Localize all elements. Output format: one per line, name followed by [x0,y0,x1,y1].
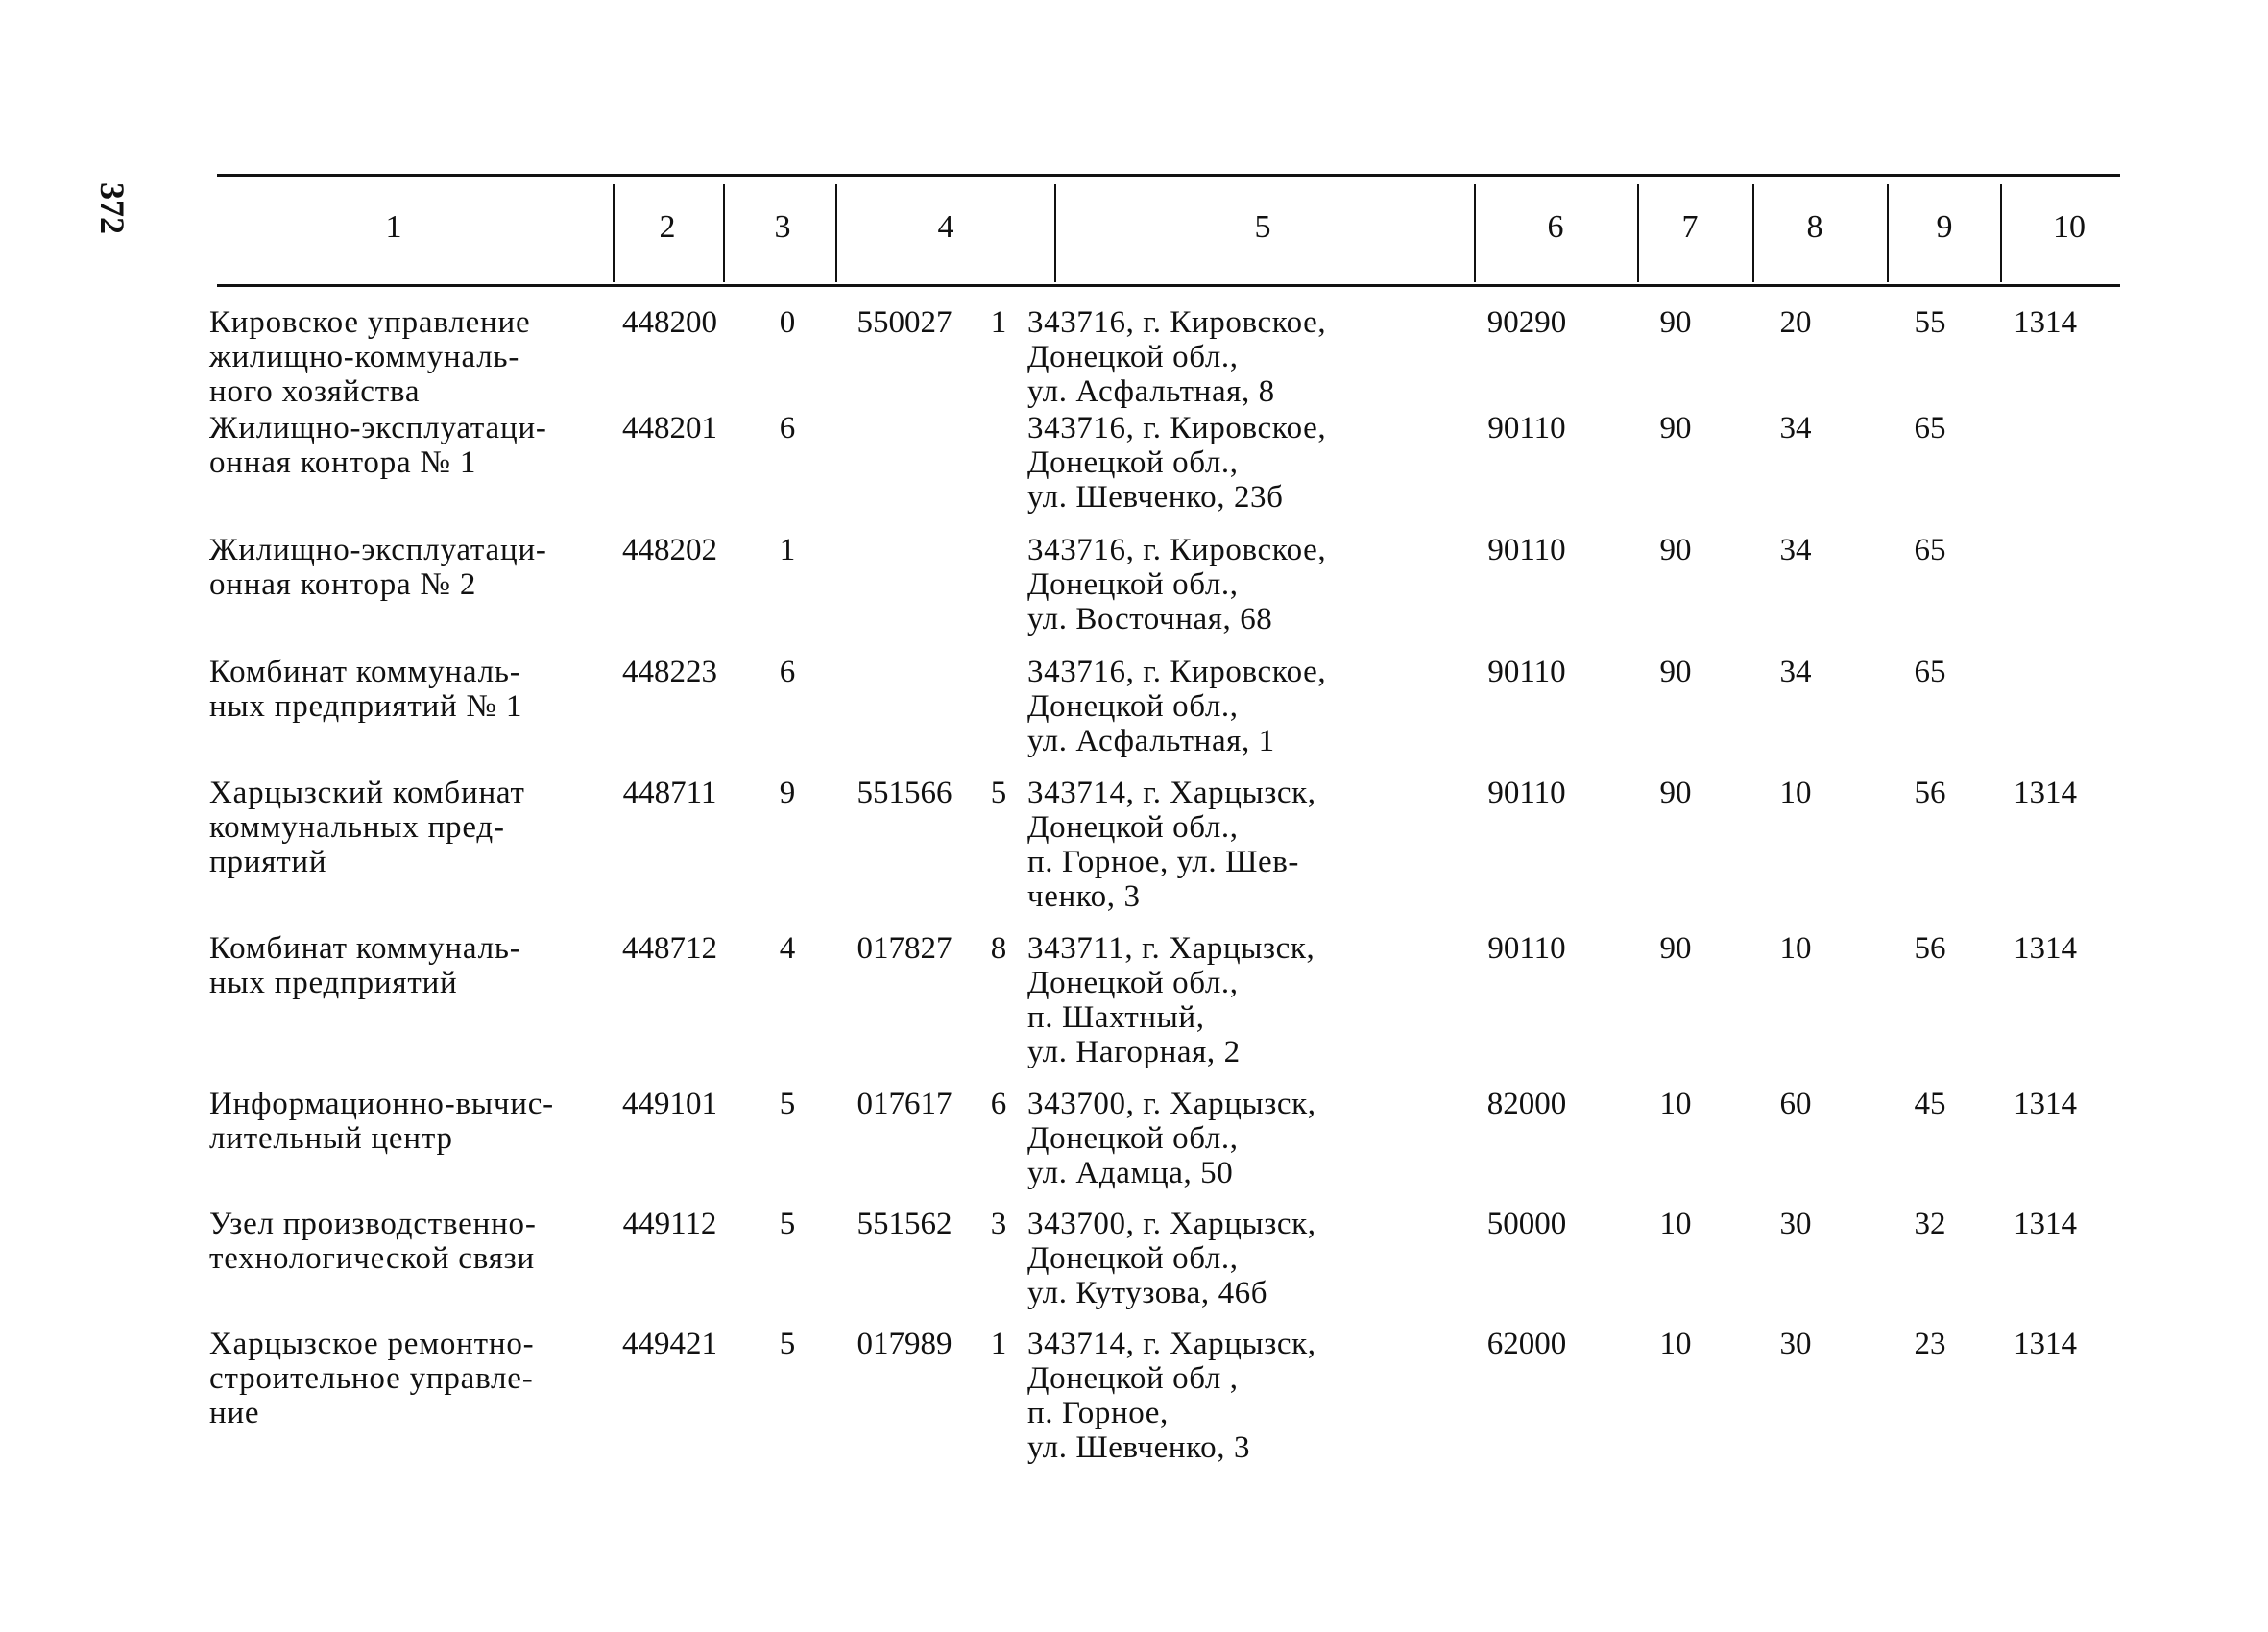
header-cell: 4 [937,209,954,245]
col10-cell: 1314 [2014,1327,2077,1361]
organization-name: Узел производственно- технологической связи [209,1207,537,1276]
col9-cell: 56 [1914,776,1946,810]
col10-cell: 1314 [2014,776,2077,810]
okonh-check-cell: 3 [990,1207,1007,1241]
okonh-check-cell: 8 [990,931,1007,966]
col9-cell: 32 [1914,1207,1946,1241]
okonh-cell: 017827 [857,931,953,966]
col7-cell: 90 [1659,931,1692,966]
col7-cell: 90 [1659,655,1692,689]
okonh-check-cell: 6 [990,1087,1007,1121]
col8-cell: 10 [1779,776,1812,810]
okonh-cell: 550027 [857,305,953,340]
address-cell: 343716, г. Кировское, Донецкой обл., ул. Восточная, 68 [1027,533,1327,636]
header-cell: 7 [1681,209,1699,245]
check-digit-cell: 5 [779,1327,796,1361]
col9-cell: 65 [1914,655,1946,689]
okonh-check-cell: 1 [990,1327,1007,1361]
organization-name: Комбинат коммуналь- ных предприятий [209,931,521,1000]
organization-name: Жилищно-эксплуатаци- онная контора № 2 [209,533,547,602]
col7-cell: 10 [1659,1327,1692,1361]
address-cell: 343716, г. Кировское, Донецкой обл., ул. Шевченко, 23б [1027,411,1327,515]
header-cell: 3 [774,209,791,245]
code-cell: 448223 [622,655,717,689]
organization-name: Кировское управление жилищно-коммуналь- ного хозяйства [209,305,531,409]
col6-cell: 90110 [1487,411,1566,445]
col7-cell: 90 [1659,776,1692,810]
col10-cell: 1314 [2014,1087,2077,1121]
col9-cell: 45 [1914,1087,1946,1121]
okonh-check-cell: 5 [990,776,1007,810]
header-cell: 5 [1254,209,1271,245]
col10-cell: 1314 [2014,931,2077,966]
col10-cell: 1314 [2014,1207,2077,1241]
col9-cell: 65 [1914,411,1946,445]
check-digit-cell: 5 [779,1087,796,1121]
page-number: 372 [93,182,132,234]
organization-name: Информационно-вычис- лительный центр [209,1087,554,1156]
check-digit-cell: 4 [779,931,796,966]
okonh-cell: 017617 [857,1087,953,1121]
header-cell: 2 [659,209,676,245]
table-top-rule [217,174,2120,177]
address-cell: 343714, г. Харцызск, Донецкой обл., п. Горное, ул. Шев- ченко, 3 [1027,776,1316,914]
check-digit-cell: 1 [779,533,796,567]
col6-cell: 90110 [1487,931,1566,966]
header-cell: 6 [1547,209,1564,245]
check-digit-cell: 6 [779,411,796,445]
code-cell: 449112 [622,1207,717,1241]
okonh-cell: 017989 [857,1327,953,1361]
col6-cell: 90110 [1487,533,1566,567]
col7-cell: 10 [1659,1207,1692,1241]
col6-cell: 50000 [1486,1207,1567,1241]
okonh-cell: 551566 [857,776,953,810]
header-separator [1474,184,1476,282]
header-separator [835,184,837,282]
organization-name: Харцызское ремонтно- строительное управле- ние [209,1327,535,1430]
organization-name: Харцызский комбинат коммунальных пред- приятий [209,776,525,879]
code-cell: 448200 [622,305,717,340]
check-digit-cell: 5 [779,1207,796,1241]
header-cell: 8 [1806,209,1823,245]
organization-name: Комбинат коммуналь- ных предприятий № 1 [209,655,523,724]
address-cell: 343716, г. Кировское, Донецкой обл., ул. Асфальтная, 8 [1027,305,1327,409]
col9-cell: 65 [1914,533,1946,567]
address-cell: 343700, г. Харцызск, Донецкой обл., ул. Адамца, 50 [1027,1087,1316,1190]
code-cell: 448201 [622,411,717,445]
col8-cell: 30 [1779,1327,1812,1361]
col9-cell: 23 [1914,1327,1946,1361]
col8-cell: 34 [1779,533,1812,567]
organization-name: Жилищно-эксплуатаци- онная контора № 1 [209,411,547,480]
col8-cell: 34 [1779,411,1812,445]
col6-cell: 90110 [1487,776,1566,810]
okonh-cell: 551562 [857,1207,953,1241]
col8-cell: 60 [1779,1087,1812,1121]
col7-cell: 10 [1659,1087,1692,1121]
header-separator [723,184,725,282]
check-digit-cell: 0 [779,305,796,340]
code-cell: 448711 [622,776,717,810]
col6-cell: 62000 [1486,1327,1567,1361]
header-separator [1887,184,1889,282]
header-cell: 1 [385,209,402,245]
code-cell: 448712 [622,931,717,966]
col7-cell: 90 [1659,411,1692,445]
code-cell: 449101 [622,1087,717,1121]
address-cell: 343716, г. Кировское, Донецкой обл., ул. Асфальтная, 1 [1027,655,1327,758]
col6-cell: 90110 [1487,655,1566,689]
col8-cell: 30 [1779,1207,1812,1241]
header-separator [613,184,615,282]
header-separator [2000,184,2002,282]
code-cell: 449421 [622,1327,717,1361]
col7-cell: 90 [1659,305,1692,340]
okonh-check-cell: 1 [990,305,1007,340]
header-cell: 9 [1936,209,1953,245]
col10-cell: 1314 [2014,305,2077,340]
header-separator [1752,184,1754,282]
col8-cell: 20 [1779,305,1812,340]
header-separator [1637,184,1639,282]
check-digit-cell: 6 [779,655,796,689]
col7-cell: 90 [1659,533,1692,567]
address-cell: 343714, г. Харцызск, Донецкой обл , п. Горное, ул. Шевченко, 3 [1027,1327,1316,1465]
col9-cell: 55 [1914,305,1946,340]
header-cell: 10 [2053,209,2086,245]
check-digit-cell: 9 [779,776,796,810]
table-header-rule [217,284,2120,287]
col6-cell: 82000 [1486,1087,1567,1121]
address-cell: 343711, г. Харцызск, Донецкой обл., п. Шахтный, ул. Нагорная, 2 [1027,931,1315,1069]
col8-cell: 34 [1779,655,1812,689]
code-cell: 448202 [622,533,717,567]
header-separator [1054,184,1056,282]
col9-cell: 56 [1914,931,1946,966]
address-cell: 343700, г. Харцызск, Донецкой обл., ул. Кутузова, 46б [1027,1207,1316,1310]
col6-cell: 90290 [1486,305,1567,340]
col8-cell: 10 [1779,931,1812,966]
